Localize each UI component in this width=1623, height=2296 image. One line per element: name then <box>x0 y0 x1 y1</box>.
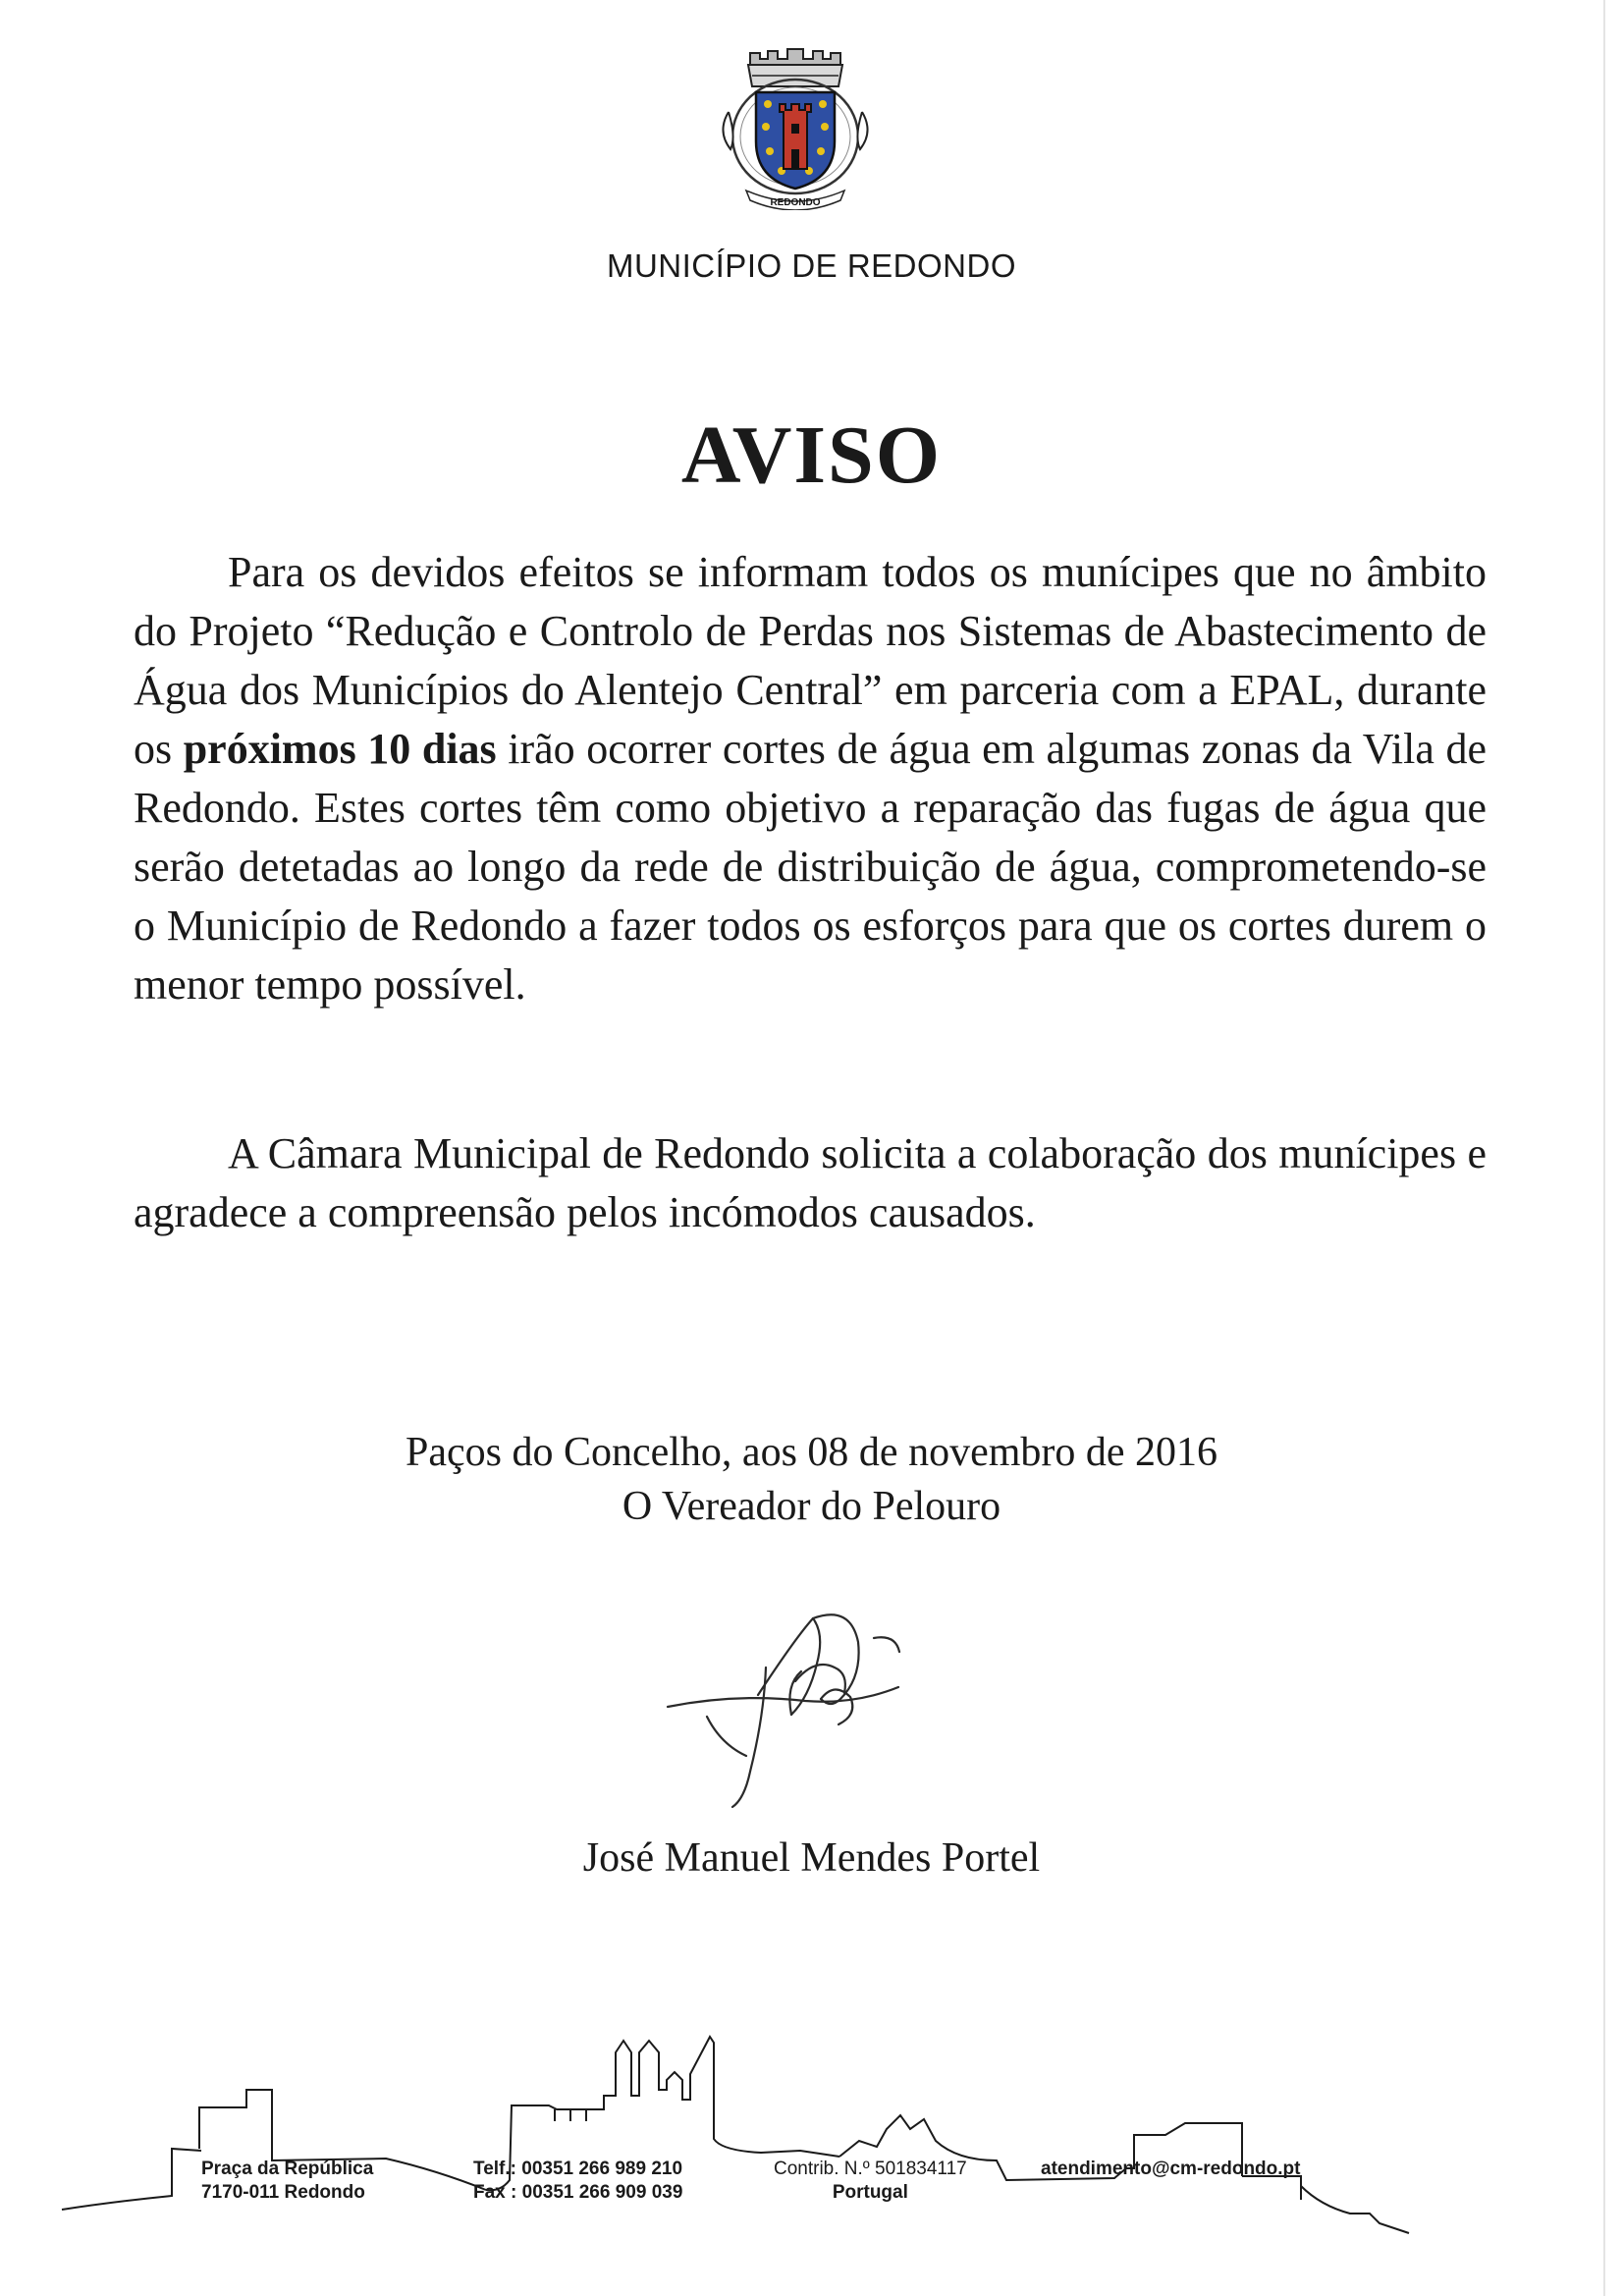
signatory-role: O Vereador do Pelouro <box>622 1484 1001 1529</box>
footer-address-line-1: Praça da República <box>201 2159 374 2179</box>
municipality-name: MUNICÍPIO DE REDONDO <box>606 247 1017 284</box>
footer-contacts <box>473 2158 682 2205</box>
paragraph-2-text: A Câmara Municipal de Redondo solicita a colaboração dos munícipes e agradece a compreensão pelos incómodos causados. <box>134 1129 1487 1236</box>
notice-title: AVISO <box>680 410 943 501</box>
footer-phone: Telf.: 00351 266 989 210 <box>473 2159 683 2179</box>
footer-address-line-2: 7170-011 Redondo <box>201 2182 365 2203</box>
footer-country: Portugal <box>832 2182 908 2203</box>
handwritten-signature <box>648 1599 943 1825</box>
paragraph-1-text-start: Para os devidos efeitos se informam todos os munícipes que no âmbito do Projeto “Redução e Controlo de Perdas nos Sistemas de Abastecimento de Água dos Municípios do Alentejo Central” em parceria com a EPAL, durante os <box>134 548 1487 773</box>
notice-paragraph-1 <box>134 543 1487 1014</box>
place-and-date: Paços do Concelho, aos 08 de novembro de 2016 <box>405 1430 1218 1475</box>
coat-of-arms-icon <box>707 43 884 210</box>
crest-banner-text: REDONDO <box>770 197 821 208</box>
scan-edge-line <box>1603 0 1605 2296</box>
signatory-name: José Manuel Mendes Portel <box>582 1835 1041 1881</box>
footer-tax-info <box>774 2158 967 2205</box>
paragraph-1-text-end: irão ocorrer cortes de água em algumas zonas da Vila de Redondo. Estes cortes têm como objetivo a reparação das fugas de água que serão detetadas ao longo da rede de distribuição de água, comprometendo-se o Município de Redondo a fazer todos os esforços para que os cortes durem o menor tempo possível. <box>134 725 1487 1009</box>
footer-tax-id: Contrib. N.º 501834117 <box>774 2159 967 2179</box>
footer-fax: Fax : 00351 266 909 039 <box>473 2182 683 2203</box>
notice-paragraph-2 <box>134 1124 1487 1242</box>
paragraph-1-bold-text: próximos 10 dias <box>183 725 497 773</box>
skyline-footer-graphic <box>54 2013 1429 2244</box>
footer-email: atendimento@cm-redondo.pt <box>1041 2159 1301 2179</box>
footer-address <box>201 2158 373 2205</box>
